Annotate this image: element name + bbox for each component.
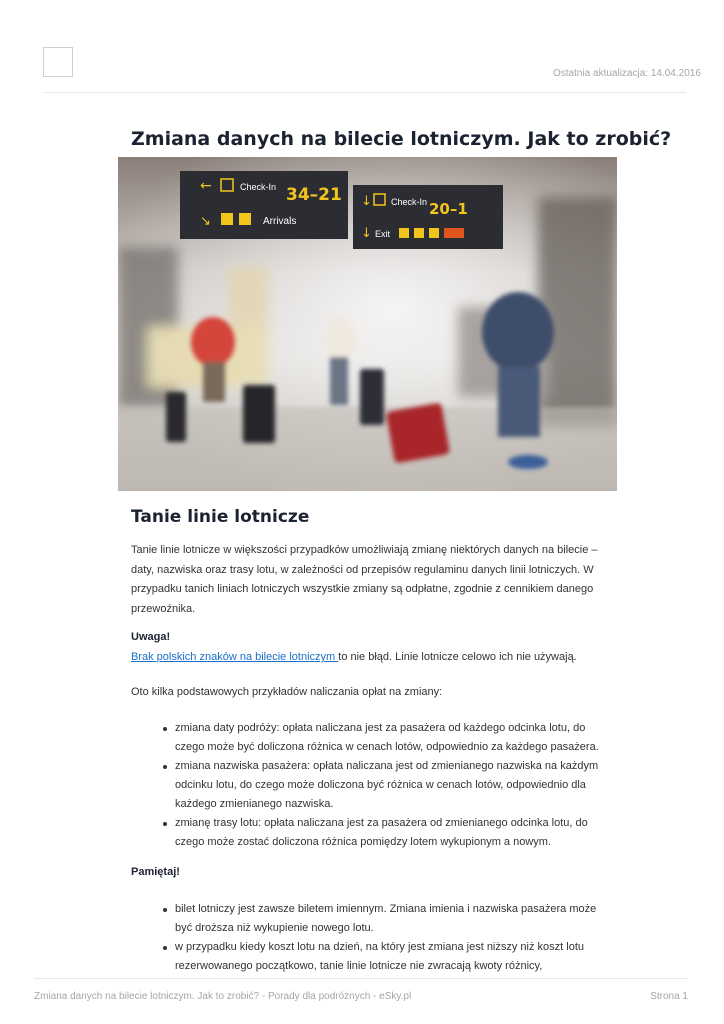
polish-characters-link[interactable]: Brak polskich znaków na bilecie lotniczym bbox=[131, 651, 339, 663]
sign-exit: Exit bbox=[375, 229, 391, 239]
sign-arrivals: Arrivals bbox=[263, 216, 297, 227]
sign-checkin-left-range: 34–21 bbox=[286, 185, 342, 205]
note-line bbox=[131, 651, 577, 663]
header-divider bbox=[43, 92, 686, 93]
list-item: w przypadku kiedy koszt lotu na dzień, na który jest zmiana jest niższy niż koszt lotu rezerwowanego początkowo, tanie linie lotnicze nie zwracają kwoty różnicy, bbox=[175, 938, 605, 976]
sign-checkin-right-range: 20–1 bbox=[429, 200, 468, 218]
list-item: zmiana nazwiska pasażera: opłata naliczana jest od zmienianego nazwiska na każdym odcinku lotu, do czego może doliczona być różnica w cenach lotów, odpowiednio dla każdego zmienianego nazwiska. bbox=[175, 757, 605, 814]
list-item: zmiana daty podróży: opłata naliczana jest za pasażera od każdego odcinka lotu, do czego może być doliczona różnica w cenach lotów, odpowiednio za każdego pasażera. bbox=[175, 719, 605, 757]
footer-document-title: Zmiana danych na bilecie lotniczym. Jak to zrobić? - Porady dla podróżnych - eSky.pl bbox=[34, 991, 412, 1002]
section-title: Tanie linie lotnicze bbox=[131, 507, 310, 527]
note-label: Uwaga! bbox=[131, 631, 171, 643]
page-title: Zmiana danych na bilecie lotniczym. Jak to zrobić? bbox=[131, 128, 672, 150]
footer-divider bbox=[34, 978, 688, 979]
last-update-date: Ostatnia aktualizacja: 14.04.2016 bbox=[553, 68, 701, 79]
hero-image-airport bbox=[118, 157, 617, 491]
list-item: bilet lotniczy jest zawsze biletem imiennym. Zmiana imienia i nazwiska pasażera może być droższa niż wykupienie nowego lotu. bbox=[175, 900, 605, 938]
intro-paragraph: Tanie linie lotnicze w większości przypadków umożliwiają zmianę niektórych danych na bilecie – daty, nazwiska oraz trasy lotu, w zależności od przepisów regulaminu danych linii lotniczych. W przypadku tanich liniach lotniczych wszystkie zmiany są odpłatne, zgodnie z cennikiem danego przewoźnika. bbox=[131, 544, 598, 615]
svg-text:↓: ↓ bbox=[361, 194, 372, 209]
svg-text:←: ← bbox=[200, 178, 212, 194]
sign-checkin-left: Check-In bbox=[240, 182, 277, 192]
fee-examples-list bbox=[175, 719, 605, 852]
airport-sign-left bbox=[180, 171, 348, 239]
airport-sign-right bbox=[353, 185, 503, 249]
svg-text:↓: ↓ bbox=[361, 226, 372, 241]
remember-label: Pamiętaj! bbox=[131, 866, 180, 878]
list-item: zmianę trasy lotu: opłata naliczana jest za pasażera od zmienianego odcinka lotu, do czego może zostać doliczona różnica pomiędzy lotem wykupionym a nowym. bbox=[175, 814, 605, 852]
note-rest-text: to nie błąd. Linie lotnicze celowo ich nie używają. bbox=[338, 651, 577, 663]
examples-intro: Oto kilka podstawowych przykładów naliczania opłat na zmiany: bbox=[131, 686, 443, 698]
logo-placeholder bbox=[43, 47, 73, 77]
remember-list bbox=[175, 900, 605, 976]
svg-text:↘: ↘ bbox=[200, 214, 211, 229]
sign-checkin-right: Check-In bbox=[391, 197, 428, 207]
footer-page-number: Strona 1 bbox=[650, 991, 688, 1002]
